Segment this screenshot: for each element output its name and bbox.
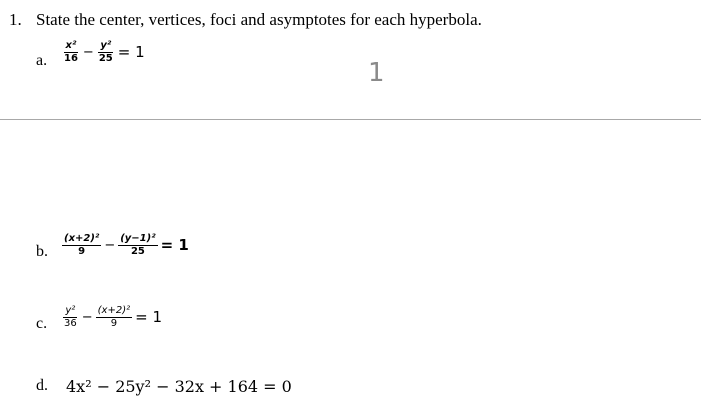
item-c-fraction-2	[96, 305, 132, 329]
item-d-label: d.	[36, 377, 48, 394]
item-a-fraction-2-numerator: y²	[100, 40, 112, 51]
item-b-equation	[62, 233, 192, 257]
item-a-fraction-1	[62, 40, 80, 64]
item-c-fraction-2-denominator: 9	[110, 317, 118, 329]
question-prompt: State the center, vertices, foci and asymptotes for each hyperbola.	[36, 10, 482, 29]
item-b-fraction-2	[118, 233, 157, 257]
item-a-fraction-2	[97, 40, 115, 64]
item-c-fraction-1	[62, 305, 79, 329]
question-number: 1.	[9, 10, 22, 29]
item-c-fraction-1-numerator: y²	[65, 305, 76, 316]
item-c-equation	[62, 305, 165, 329]
section-divider	[0, 119, 701, 120]
item-b-fraction-1-numerator: (x+2)²	[64, 233, 100, 244]
item-b-fraction-2-numerator: (y−1)²	[120, 233, 156, 244]
item-a-fraction-2-denominator: 25	[98, 52, 113, 64]
item-a-fraction-1-denominator: 16	[64, 52, 78, 64]
item-c-fraction-2-numerator: (x+2)²	[97, 305, 131, 316]
item-c-fraction-1-denominator: 36	[64, 317, 77, 329]
item-b-fraction-1-denominator: 9	[78, 245, 86, 257]
item-b-fraction-2-denominator: 25	[130, 245, 145, 257]
item-a-equation	[62, 40, 148, 64]
item-c-minus-sign: −	[81, 309, 93, 325]
item-a-label: a.	[36, 52, 48, 69]
item-c-rhs: = 1	[135, 308, 163, 326]
item-d-equation: 4x² − 25y² − 32x + 164 = 0	[66, 377, 292, 396]
item-b-fraction-1	[62, 233, 101, 257]
item-b-rhs: = 1	[160, 236, 189, 254]
item-a-fraction-1-numerator: x²	[65, 40, 77, 51]
page-marker: 1	[368, 58, 385, 88]
item-b-label: b.	[36, 243, 48, 260]
item-b-minus-sign: −	[104, 237, 116, 253]
item-a-minus-sign: −	[82, 44, 94, 60]
item-c-label: c.	[36, 315, 48, 332]
item-a-rhs: = 1	[117, 43, 145, 61]
